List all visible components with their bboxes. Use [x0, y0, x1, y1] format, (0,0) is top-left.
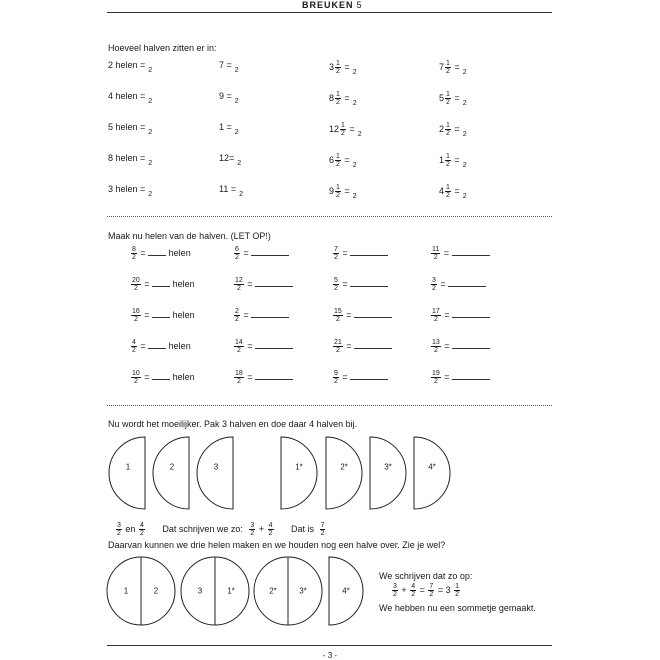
answer-denominator: 2 — [352, 192, 357, 200]
half-circle-shape — [109, 437, 145, 509]
helen-question: $\frac{7}{2}$ = — [332, 246, 388, 261]
fraction: $\frac{6}{2}$ — [235, 246, 239, 261]
circle-label: 2* — [269, 586, 277, 596]
fraction: $\frac{8}{2}$ — [132, 246, 136, 261]
half-circle-shape — [414, 437, 450, 509]
fraction: $\frac{20}{2}$ — [132, 277, 140, 292]
answer-denominator: 2 — [357, 130, 362, 138]
fraction: $\frac{1}{2}$ — [336, 184, 340, 199]
question-left: 11 = — [219, 184, 237, 194]
fraction: $\frac{2}{2}$ — [235, 308, 239, 323]
answer-denominator: 2 — [462, 192, 467, 200]
footer-rule — [107, 645, 552, 646]
fraction: $\frac{11}{2}$ — [432, 246, 440, 261]
fraction: $\frac{18}{2}$ — [235, 370, 243, 385]
whole-number: 9 — [329, 185, 335, 196]
whole-number: 6 — [329, 154, 335, 165]
half-label: 3* — [384, 462, 392, 472]
halven-question: 2 $\frac{1}{2}$ $=_2$ — [439, 122, 467, 138]
helen-label: helen — [166, 340, 191, 351]
question-left: 7 = — [219, 60, 232, 70]
helen-question: $\frac{14}{2}$ = — [233, 339, 293, 354]
answer-denominator: 2 — [352, 99, 357, 107]
question-left: 12= — [219, 153, 235, 163]
answer-denominator: 2 — [352, 68, 357, 76]
question-left: 3 helen = — [108, 184, 146, 194]
helen-question: $\frac{8}{2}$ = helen — [132, 246, 191, 261]
helen-question: $\frac{20}{2}$ = helen — [132, 277, 195, 292]
section3-subtitle: Daarvan kunnen we drie helen maken en we houden nog een halve over. Zie je wel? — [108, 540, 446, 550]
answer-denominator: 2 — [462, 161, 467, 169]
helen-question: $\frac{5}{2}$ = — [332, 277, 388, 292]
fraction: $\frac{14}{2}$ — [235, 339, 243, 354]
fraction: $\frac{3}{2}$ — [250, 522, 255, 537]
fraction: $\frac{1}{2}$ — [341, 122, 345, 137]
sum-en: en — [125, 523, 136, 534]
circle-label: 4* — [342, 586, 350, 596]
answer-denominator: 2 — [239, 191, 244, 198]
half-label: 2* — [340, 462, 348, 472]
fraction: $\frac{12}{2}$ — [235, 277, 243, 292]
fraction: $\frac{9}{2}$ — [334, 370, 338, 385]
helen-question: $\frac{2}{2}$ = — [233, 308, 289, 323]
answer-denominator: 2 — [234, 98, 239, 105]
fraction: $\frac{1}{2}$ — [446, 153, 450, 168]
sum-text1: Dat schrijven we zo: — [162, 523, 243, 534]
question-left: 1 = — [219, 122, 232, 132]
helen-question: $\frac{21}{2}$ = — [332, 339, 392, 354]
halven-question: 8 $\frac{1}{2}$ $=_2$ — [329, 91, 357, 107]
page-number: - 3 - — [322, 651, 338, 660]
half-circle-shape — [326, 437, 362, 509]
helen-question: $\frac{19}{2}$ = — [430, 370, 490, 385]
note-equation: $\frac{3}{2}$ + $\frac{4}{2}$ = $\frac{7}{2}$ = 3 $\frac{1}{2}$ — [393, 583, 460, 598]
whole-number: 7 — [439, 61, 445, 72]
whole-number: 4 — [439, 185, 445, 196]
fraction: $\frac{1}{2}$ — [446, 122, 450, 137]
fraction: $\frac{15}{2}$ — [334, 308, 342, 323]
circle-label: 3 — [197, 586, 203, 596]
answer-denominator: 2 — [234, 129, 239, 136]
answer-denominator: 2 — [234, 67, 239, 74]
helen-label: helen — [170, 309, 195, 320]
fraction: $\frac{13}{2}$ — [432, 339, 440, 354]
half-label: 3 — [213, 462, 219, 472]
question-left: 9 = — [219, 91, 232, 101]
section1-title: Hoeveel halven zitten er in: — [108, 43, 217, 53]
half-label: 1 — [125, 462, 131, 472]
note-footer: We hebben nu een sommetje gemaakt. — [379, 603, 536, 613]
whole-number: 12 — [329, 123, 340, 134]
half-label: 2 — [169, 462, 175, 472]
halven-question: 3 $\frac{1}{2}$ $=_2$ — [329, 60, 357, 76]
question-left: 4 helen = — [108, 91, 146, 101]
header-number: 5 — [356, 0, 362, 10]
whole-number: 3 — [329, 61, 335, 72]
circle-label: 3* — [299, 586, 307, 596]
fraction: $\frac{17}{2}$ — [432, 308, 440, 323]
fraction: $\frac{1}{2}$ — [336, 60, 340, 75]
answer-denominator: 2 — [148, 160, 153, 167]
fraction: $\frac{1}{2}$ — [446, 60, 450, 75]
fraction: $\frac{1}{2}$ — [336, 91, 340, 106]
helen-question: $\frac{13}{2}$ = — [430, 339, 490, 354]
answer-denominator: 2 — [237, 160, 242, 167]
half-label: 1* — [295, 462, 303, 472]
helen-question: $\frac{4}{2}$ = helen — [132, 339, 191, 354]
fraction: $\frac{5}{2}$ — [334, 277, 338, 292]
fraction: $\frac{1}{2}$ — [446, 184, 450, 199]
halven-question: 9 $\frac{1}{2}$ $=_2$ — [329, 184, 357, 200]
helen-question: $\frac{18}{2}$ = — [233, 370, 293, 385]
answer-denominator: 2 — [462, 99, 467, 107]
half-circle-shape — [153, 437, 189, 509]
whole-number: 2 — [439, 123, 445, 134]
helen-question: $\frac{3}{2}$ = — [430, 277, 486, 292]
helen-question: $\frac{16}{2}$ = helen — [132, 308, 195, 323]
half-label: 4* — [428, 462, 436, 472]
whole-number: 5 — [439, 92, 445, 103]
halven-question: 4 $\frac{1}{2}$ $=_2$ — [439, 184, 467, 200]
fraction: $\frac{10}{2}$ — [132, 370, 140, 385]
helen-question: $\frac{17}{2}$ = — [430, 308, 490, 323]
halven-question: 7 $\frac{1}{2}$ $=_2$ — [439, 60, 467, 76]
halven-question: 6 $\frac{1}{2}$ $=_2$ — [329, 153, 357, 169]
fraction: $\frac{21}{2}$ — [334, 339, 342, 354]
helen-question: $\frac{9}{2}$ = — [332, 370, 388, 385]
half-circle-shape — [370, 437, 406, 509]
section2-title: Maak nu helen van de halven. (LET OP!) — [108, 231, 271, 241]
fraction: $\frac{3}{2}$ — [117, 522, 121, 537]
helen-label: helen — [170, 278, 195, 289]
halven-question: 1 $\frac{1}{2}$ $=_2$ — [439, 153, 467, 169]
halven-question: 5 $\frac{1}{2}$ $=_2$ — [439, 91, 467, 107]
note-title: We schrijven dat zo op: — [379, 571, 473, 581]
helen-label: helen — [166, 247, 191, 258]
question-left: 8 helen = — [108, 153, 146, 163]
half-circle-shape — [281, 437, 317, 509]
circle-label: 1* — [227, 586, 235, 596]
whole-number: 1 — [439, 154, 445, 165]
circle-label: 1 — [123, 586, 129, 596]
fraction: $\frac{3}{2}$ — [432, 277, 436, 292]
question-left: 2 helen = — [108, 60, 146, 70]
helen-question: $\frac{12}{2}$ = — [233, 277, 293, 292]
fraction: $\frac{7}{2}$ — [334, 246, 338, 261]
fraction: $\frac{1}{2}$ — [336, 153, 340, 168]
half-circle-shape — [197, 437, 233, 509]
answer-denominator: 2 — [148, 191, 153, 198]
section3-title: Nu wordt het moeilijker. Pak 3 halven en doe daar 4 halven bij. — [108, 419, 358, 429]
question-left: 5 helen = — [108, 122, 146, 132]
answer-denominator: 2 — [148, 67, 153, 74]
circle-label: 2 — [153, 586, 159, 596]
helen-question: $\frac{10}{2}$ = helen — [132, 370, 195, 385]
fraction: $\frac{19}{2}$ — [432, 370, 440, 385]
whole-number: 8 — [329, 92, 335, 103]
fraction: $\frac{4}{2}$ — [268, 522, 273, 537]
fraction: $\frac{1}{2}$ — [446, 91, 450, 106]
answer-denominator: 2 — [352, 161, 357, 169]
halven-question: 12 $\frac{1}{2}$ $=_2$ — [329, 122, 362, 138]
answer-denominator: 2 — [462, 130, 467, 138]
fraction: $\frac{4}{2}$ — [139, 522, 144, 537]
fraction: $\frac{7}{2}$ — [320, 522, 325, 537]
helen-label: helen — [170, 371, 195, 382]
helen-question: $\frac{11}{2}$ = — [430, 246, 490, 261]
sum-plus: + — [258, 523, 265, 534]
answer-denominator: 2 — [148, 129, 153, 136]
helen-question: $\frac{15}{2}$ = — [332, 308, 392, 323]
sum-text2: Dat is — [291, 523, 315, 534]
sum-line — [115, 522, 326, 537]
helen-question: $\frac{6}{2}$ = — [233, 246, 289, 261]
fraction: $\frac{16}{2}$ — [132, 308, 140, 323]
answer-denominator: 2 — [148, 98, 153, 105]
header-title: BREUKEN — [302, 0, 354, 10]
fraction: $\frac{4}{2}$ — [132, 339, 136, 354]
answer-denominator: 2 — [462, 68, 467, 76]
